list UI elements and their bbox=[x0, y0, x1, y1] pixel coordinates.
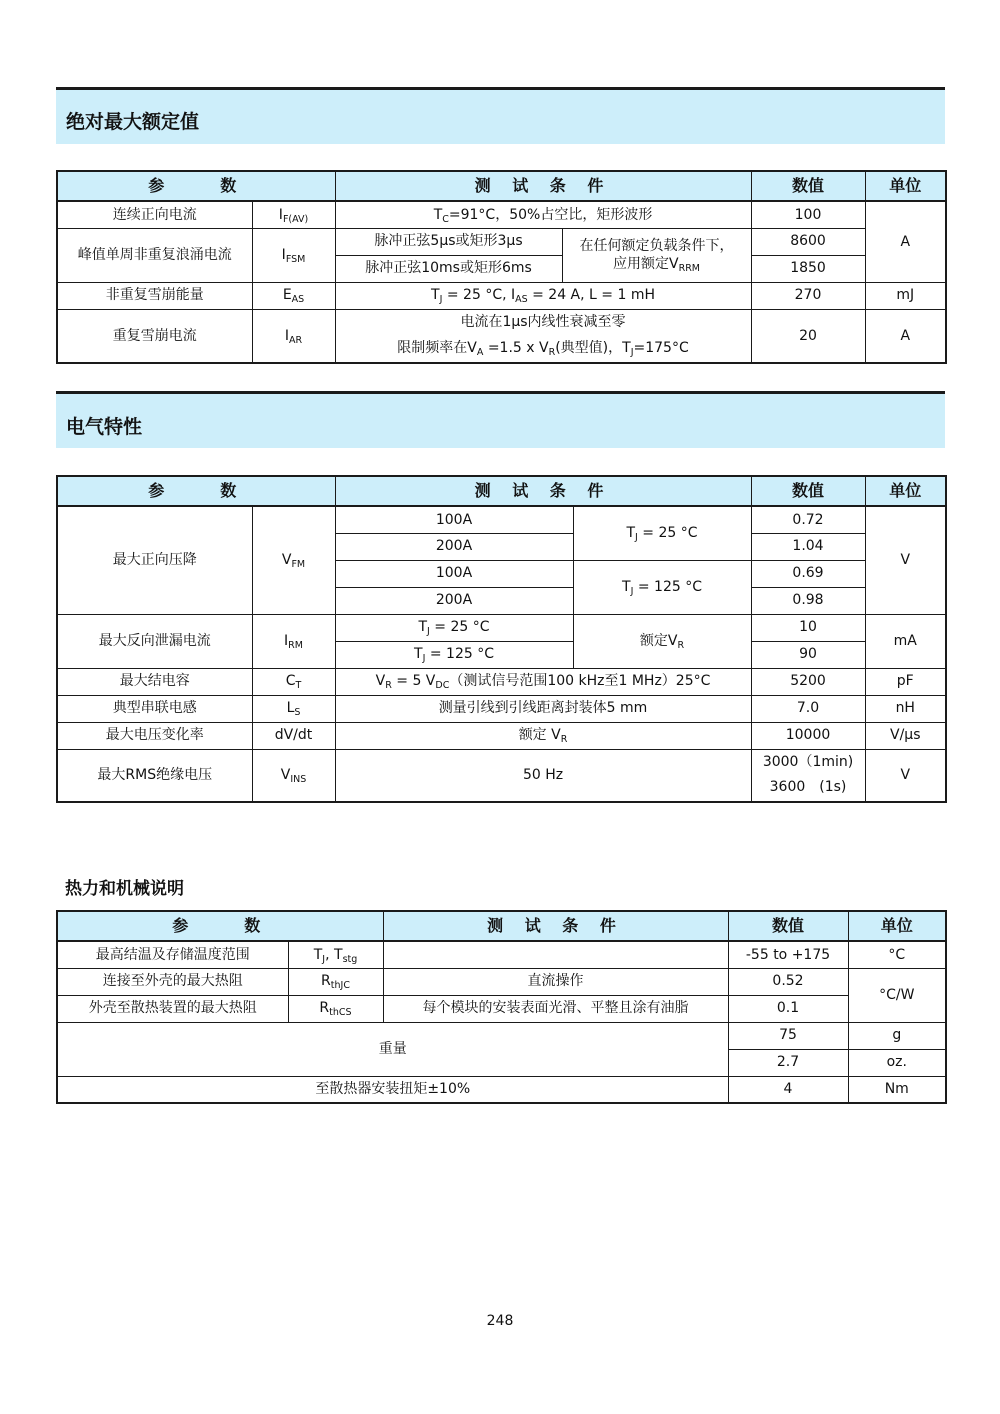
param-symbol: $R_{thCS}$ bbox=[288, 995, 383, 1022]
test-temperature: $T_J = 125$ °C bbox=[335, 641, 573, 668]
param-name: 最大正向压降 bbox=[57, 506, 252, 614]
param-symbol: $V_{INS}$ bbox=[252, 749, 335, 802]
param-unit: pF bbox=[865, 668, 946, 695]
test-condition: 额定$V_R$ bbox=[573, 614, 751, 668]
param-unit: g bbox=[848, 1022, 946, 1049]
param-name: 最大结电容 bbox=[57, 668, 252, 695]
header-value: 数值 bbox=[751, 476, 865, 506]
param-value: 5200 bbox=[751, 668, 865, 695]
header-unit: 单位 bbox=[865, 171, 946, 201]
param-symbol: $C_T$ bbox=[252, 668, 335, 695]
section-header-electrical bbox=[56, 391, 945, 448]
table-row bbox=[57, 614, 946, 641]
param-value: 3000（1min) 3600 (1s) bbox=[751, 749, 865, 802]
param-value: 0.52 bbox=[728, 968, 848, 995]
param-name: 峰值单周非重复浪涌电流 bbox=[57, 228, 252, 282]
thermal-mechanical-table bbox=[56, 910, 947, 1104]
param-name: 典型串联电感 bbox=[57, 695, 252, 722]
param-unit: mA bbox=[865, 614, 946, 668]
absolute-max-ratings-table bbox=[56, 170, 947, 364]
param-value: 0.69 bbox=[751, 560, 865, 587]
param-unit: mJ bbox=[865, 282, 946, 309]
param-symbol: $I_{AR}$ bbox=[252, 309, 335, 363]
test-condition: 脉冲正弦5μs或矩形3μs bbox=[335, 228, 562, 255]
param-symbol: $V_{FM}$ bbox=[252, 506, 335, 614]
param-value: 7.0 bbox=[751, 695, 865, 722]
param-unit: V/μs bbox=[865, 722, 946, 749]
table-row bbox=[57, 506, 946, 533]
header-value: 数值 bbox=[728, 911, 848, 941]
param-value: 10 bbox=[751, 614, 865, 641]
param-name: 连续正向电流 bbox=[57, 201, 252, 228]
header-parameter: 参 数 bbox=[57, 171, 335, 201]
param-unit: V bbox=[865, 506, 946, 614]
header-parameter: 参 数 bbox=[57, 476, 335, 506]
header-unit: 单位 bbox=[848, 911, 946, 941]
param-name: 连接至外壳的最大热阻 bbox=[57, 968, 288, 995]
test-condition bbox=[383, 941, 728, 968]
param-name: 重量 bbox=[57, 1022, 728, 1076]
param-name: 最大反向泄漏电流 bbox=[57, 614, 252, 668]
table-row bbox=[57, 749, 946, 802]
param-value: 0.72 bbox=[751, 506, 865, 533]
section-title: 电气特性 bbox=[66, 416, 143, 438]
test-condition: 50 Hz bbox=[335, 749, 751, 802]
param-symbol: $E_{AS}$ bbox=[252, 282, 335, 309]
param-value: 10000 bbox=[751, 722, 865, 749]
table-row bbox=[57, 282, 946, 309]
test-current: 200A bbox=[335, 587, 573, 614]
table-row bbox=[57, 695, 946, 722]
test-condition: 在任何额定负载条件下， 应用额定$V_{RRM}$ bbox=[562, 228, 751, 282]
param-symbol: $T_J$, $T_{stg}$ bbox=[288, 941, 383, 968]
header-test-conditions: 测 试 条 件 bbox=[335, 476, 751, 506]
param-unit: °C bbox=[848, 941, 946, 968]
param-value: 100 bbox=[751, 201, 865, 228]
param-unit: nH bbox=[865, 695, 946, 722]
param-symbol: $I_{RM}$ bbox=[252, 614, 335, 668]
test-current: 200A bbox=[335, 533, 573, 560]
param-value: 270 bbox=[751, 282, 865, 309]
param-value: 0.98 bbox=[751, 587, 865, 614]
param-value: 90 bbox=[751, 641, 865, 668]
param-name: 至散热器安装扭矩±10% bbox=[57, 1076, 728, 1103]
header-test-conditions: 测 试 条 件 bbox=[383, 911, 728, 941]
test-current: 100A bbox=[335, 506, 573, 533]
param-symbol: $R_{thJC}$ bbox=[288, 968, 383, 995]
electrical-characteristics-table bbox=[56, 475, 947, 803]
table-row bbox=[57, 1076, 946, 1103]
test-condition: $T_J = 25$ °C, $I_{AS} = 24$ A, L = 1 mH bbox=[335, 282, 751, 309]
test-temperature: $T_J = 25$ °C bbox=[335, 614, 573, 641]
param-value: 1.04 bbox=[751, 533, 865, 560]
test-condition: 电流在1μs内线性衰减至零 限制频率在$V_A =1.5$ x $V_R$(典型值)，$T_J=175^\circ C$ bbox=[335, 309, 751, 363]
table-row bbox=[57, 1022, 946, 1049]
param-name: 重复雪崩电流 bbox=[57, 309, 252, 363]
param-value: 1850 bbox=[751, 255, 865, 282]
param-value: 4 bbox=[728, 1076, 848, 1103]
param-value: 75 bbox=[728, 1022, 848, 1049]
table-row bbox=[57, 228, 946, 255]
table-row bbox=[57, 722, 946, 749]
param-name: 非重复雪崩能量 bbox=[57, 282, 252, 309]
param-name: 最高结温及存储温度范围 bbox=[57, 941, 288, 968]
param-name: 最大RMS绝缘电压 bbox=[57, 749, 252, 802]
table-row bbox=[57, 995, 946, 1022]
param-value: 2.7 bbox=[728, 1049, 848, 1076]
header-unit: 单位 bbox=[865, 476, 946, 506]
test-condition: 额定 $V_R$ bbox=[335, 722, 751, 749]
test-current: 100A bbox=[335, 560, 573, 587]
param-name: 外壳至散热装置的最大热阻 bbox=[57, 995, 288, 1022]
header-value: 数值 bbox=[751, 171, 865, 201]
param-unit: A bbox=[865, 309, 946, 363]
table-row bbox=[57, 668, 946, 695]
header-test-conditions: 测 试 条 件 bbox=[335, 171, 751, 201]
param-unit: °C/W bbox=[848, 968, 946, 1022]
test-condition: 直流操作 bbox=[383, 968, 728, 995]
test-condition: $T_C=91^\circ C$，50%占空比，矩形波形 bbox=[335, 201, 751, 228]
table-row bbox=[57, 968, 946, 995]
param-symbol: $I_{F(AV)}$ bbox=[252, 201, 335, 228]
param-symbol: $L_S$ bbox=[252, 695, 335, 722]
test-condition: $V_R = 5$ $V_{DC}$（测试信号范围100 kHz至1 MHz）25°C bbox=[335, 668, 751, 695]
param-value: 8600 bbox=[751, 228, 865, 255]
param-unit: Nm bbox=[848, 1076, 946, 1103]
test-condition: 测量引线到引线距离封装体5 mm bbox=[335, 695, 751, 722]
header-parameter: 参 数 bbox=[57, 911, 383, 941]
test-temperature: $T_J = 125$ °C bbox=[573, 560, 751, 614]
test-condition: 脉冲正弦10ms或矩形6ms bbox=[335, 255, 562, 282]
page-number: 248 bbox=[486, 1313, 514, 1329]
param-unit: oz. bbox=[848, 1049, 946, 1076]
section-title: 绝对最大额定值 bbox=[66, 111, 200, 133]
section-title-thermal: 热力和机械说明 bbox=[65, 879, 184, 899]
table-row bbox=[57, 309, 946, 363]
section-header-absolute-max bbox=[56, 87, 945, 144]
param-unit: A bbox=[865, 201, 946, 282]
param-value: 0.1 bbox=[728, 995, 848, 1022]
param-symbol: $I_{FSM}$ bbox=[252, 228, 335, 282]
param-symbol: dV/dt bbox=[252, 722, 335, 749]
param-value: -55 to +175 bbox=[728, 941, 848, 968]
test-condition: 每个模块的安装表面光滑、平整且涂有油脂 bbox=[383, 995, 728, 1022]
table-row bbox=[57, 201, 946, 228]
test-temperature: $T_J = 25$ °C bbox=[573, 506, 751, 560]
param-unit: V bbox=[865, 749, 946, 802]
param-value: 20 bbox=[751, 309, 865, 363]
param-name: 最大电压变化率 bbox=[57, 722, 252, 749]
table-row bbox=[57, 941, 946, 968]
